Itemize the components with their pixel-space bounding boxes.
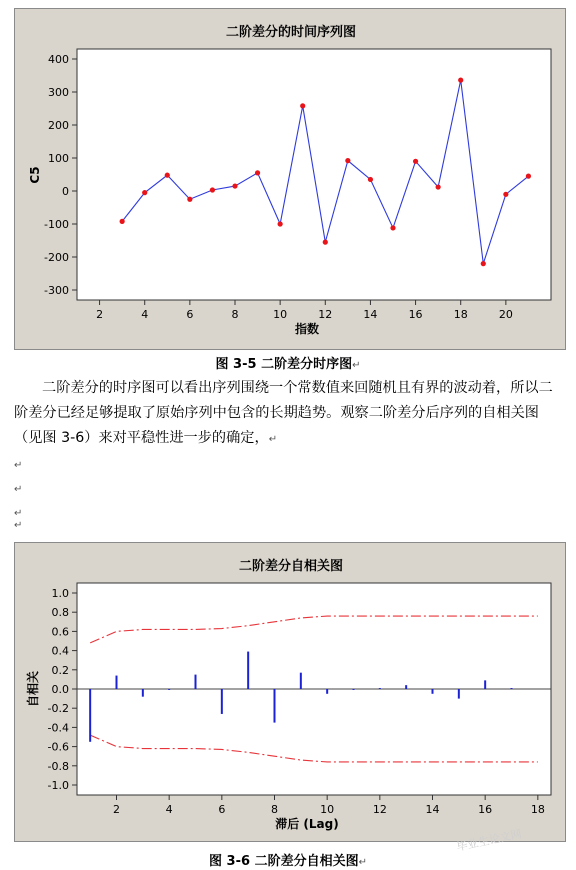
x-tick-label: 16: [478, 803, 493, 816]
y-tick-label: 0.0: [51, 683, 69, 696]
data-point: [368, 177, 373, 182]
data-point: [436, 184, 441, 189]
chart-title: 二阶差分的时间序列图: [225, 25, 357, 40]
y-tick-label: 0.2: [51, 663, 69, 677]
x-tick-label: 10: [273, 308, 288, 321]
data-point: [458, 78, 463, 83]
time-series-chart: [15, 9, 567, 351]
data-point: [278, 221, 283, 226]
x-axis-label: 指数: [294, 322, 320, 336]
y-tick-label: 400: [48, 53, 69, 66]
acf-figure: [14, 542, 566, 842]
y-tick-label: -1.0: [47, 779, 69, 792]
data-point: [165, 173, 170, 178]
time-series-figure: [14, 8, 566, 350]
y-tick-label: -0.2: [47, 702, 69, 716]
data-point: [142, 190, 147, 195]
empty-line-mark: ↵: [14, 508, 23, 519]
y-tick-label: 100: [48, 152, 69, 165]
data-point: [210, 187, 215, 192]
x-tick-label: 12: [372, 803, 387, 816]
data-point: [503, 192, 508, 197]
y-tick-label: -200: [44, 251, 69, 264]
y-tick-label: 0: [62, 185, 69, 198]
chart-title: 二阶差分自相关图: [238, 559, 344, 574]
x-tick-label: 14: [425, 803, 440, 816]
x-tick-label: 8: [231, 308, 239, 321]
y-tick-label: -0.4: [47, 721, 69, 735]
y-tick-label: -0.6: [47, 740, 69, 754]
data-point: [255, 170, 260, 175]
data-point: [481, 261, 486, 266]
figure1-caption: 图 3-5 二阶差分时序图↵: [215, 357, 361, 372]
x-tick-label: 10: [320, 803, 335, 816]
data-point: [323, 240, 328, 245]
x-tick-label: 20: [498, 308, 513, 321]
x-tick-label: 14: [363, 308, 378, 321]
data-point: [120, 219, 125, 224]
y-tick-label: -100: [44, 218, 69, 231]
data-point: [300, 103, 305, 108]
x-tick-label: 4: [141, 308, 149, 321]
y-tick-label: -300: [44, 284, 69, 297]
x-tick-label: 4: [165, 803, 173, 816]
empty-line-mark: ↵: [14, 460, 23, 471]
x-tick-label: 18: [453, 308, 468, 321]
data-point: [232, 183, 237, 188]
y-tick-label: 0.8: [51, 606, 69, 620]
x-axis-label: 滞后 (Lag): [275, 817, 339, 831]
figure2-caption: 图 3-6 二阶差分自相关图↵: [209, 854, 367, 869]
x-tick-label: 16: [408, 308, 423, 321]
y-tick-label: 200: [48, 119, 69, 132]
body-paragraph: 二阶差分的时序图可以看出序列围绕一个常数值来回随机且有界的波动着，所以二阶差分已经足够提取了原始序列中包含的长期趋势。观察二阶差分后序列的自相关图（见图 3-6）来对平稳性进一步的确定，↵: [14, 380, 553, 446]
empty-line-mark: ↵: [14, 520, 23, 531]
y-tick-label: 0.4: [51, 644, 69, 658]
data-point: [187, 197, 192, 202]
data-point: [526, 174, 531, 179]
x-tick-label: 18: [530, 803, 545, 816]
y-tick-label: 0.6: [51, 625, 69, 639]
x-tick-label: 12: [318, 308, 333, 321]
y-axis-label: 自相关: [26, 670, 40, 708]
x-tick-label: 2: [113, 803, 120, 816]
y-tick-label: 1.0: [51, 587, 69, 600]
x-tick-label: 6: [186, 308, 194, 321]
y-tick-label: 300: [48, 86, 69, 99]
data-point: [413, 159, 418, 164]
x-tick-label: 8: [271, 803, 278, 816]
y-tick-label: -0.8: [47, 759, 69, 773]
data-point: [345, 158, 350, 163]
empty-line-mark: ↵: [14, 484, 23, 495]
y-axis-label: C5: [28, 166, 42, 184]
data-point: [390, 225, 395, 230]
x-tick-label: 2: [96, 308, 104, 321]
x-tick-label: 6: [218, 803, 226, 816]
acf-chart: [15, 543, 567, 843]
watermark: 毕业生论文网: [455, 827, 523, 854]
